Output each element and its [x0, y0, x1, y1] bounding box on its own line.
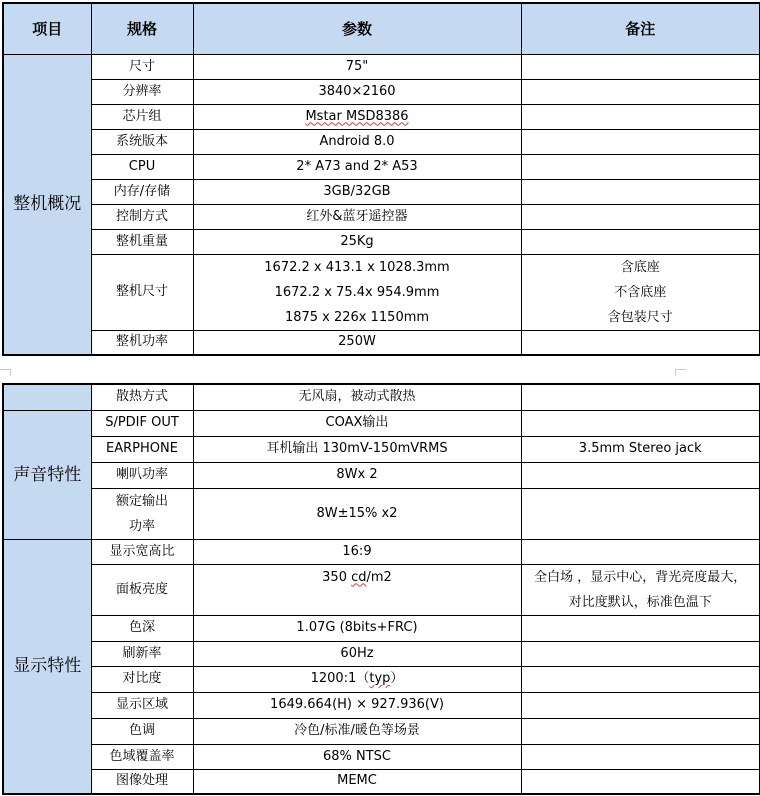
param-line: 1875 x 226x 1150mm — [284, 309, 430, 325]
table-row — [3, 254, 760, 330]
spec-cell: 显示宽高比 — [91, 539, 193, 564]
param-cell: 68% NTSC — [193, 744, 521, 769]
note-line: 全白场 ，显示中心，背光亮度最大， — [534, 569, 747, 585]
table-row — [3, 462, 760, 488]
note-cell — [521, 462, 760, 488]
section-overview: 整机概况 — [3, 54, 91, 355]
spec-cell: S/PDIF OUT — [91, 410, 193, 436]
spec-cell: 内存/存储 — [91, 179, 193, 204]
param-cell: 25Kg — [193, 229, 521, 254]
table-row — [3, 744, 760, 769]
note-cell — [521, 769, 760, 794]
spec-cell: 对比度 — [91, 666, 193, 692]
table-row — [3, 104, 760, 129]
page-corner-mark — [0, 369, 11, 376]
section-blank — [3, 384, 91, 410]
param-cell — [193, 666, 521, 692]
spec-cell: 整机功率 — [91, 330, 193, 355]
note-line: 不含底座 — [614, 284, 667, 300]
param-cell: 8Wx 2 — [193, 462, 521, 488]
header-note: 备注 — [521, 3, 760, 54]
table-row — [3, 229, 760, 254]
spec-line: 功率 — [128, 518, 155, 534]
param-prefix: 1200:1（ — [310, 671, 370, 686]
table-row — [3, 79, 760, 104]
note-line: 含底座 — [620, 259, 660, 275]
table-row — [3, 436, 760, 462]
param-cell — [193, 254, 521, 330]
param-text: Mstar MSD8386 — [305, 108, 409, 124]
note-cell: 3.5mm Stereo jack — [521, 436, 760, 462]
param-cell: COAX输出 — [193, 410, 521, 436]
table-row — [3, 615, 760, 641]
spec-cell: 分辨率 — [91, 79, 193, 104]
spec-cell: 色深 — [91, 615, 193, 641]
table-row — [3, 179, 760, 204]
param-word: typ — [369, 671, 391, 686]
table-row — [3, 488, 760, 539]
spec-table-part-2 — [2, 383, 760, 795]
note-cell — [521, 330, 760, 355]
spec-cell: 尺寸 — [91, 54, 193, 79]
note-cell — [521, 154, 760, 179]
param-cell: 1649.664(H) × 927.936(V) — [193, 692, 521, 718]
header-spec: 规格 — [91, 3, 193, 54]
note-cell — [521, 229, 760, 254]
param-cell: 耳机输出 130mV-150mVRMS — [193, 436, 521, 462]
note-cell — [521, 204, 760, 229]
note-cell — [521, 179, 760, 204]
table-row — [3, 384, 760, 410]
spec-cell: 色域覆盖率 — [91, 744, 193, 769]
param-cell — [193, 564, 521, 615]
param-cell: 1.07G (8bits+FRC) — [193, 615, 521, 641]
param-cell: 无风扇，被动式散热 — [193, 384, 521, 410]
table-row — [3, 129, 760, 154]
param-cell: 75" — [193, 54, 521, 79]
note-cell — [521, 641, 760, 666]
table-row — [3, 718, 760, 744]
spec-cell: 喇叭功率 — [91, 462, 193, 488]
param-cell: 8W±15% x2 — [193, 488, 521, 539]
param-cell: 3840×2160 — [193, 79, 521, 104]
section-display: 显示特性 — [3, 539, 91, 794]
table-row — [3, 539, 760, 564]
param-line: 1672.2 x 75.4x 954.9mm — [274, 284, 440, 300]
param-cell: 250W — [193, 330, 521, 355]
page-corner-mark — [675, 369, 686, 376]
param-suffix: ） — [390, 671, 404, 686]
note-cell — [521, 384, 760, 410]
header-row — [3, 3, 760, 54]
param-cell: 冷色/标准/暖色等场景 — [193, 718, 521, 744]
spec-cell: 系统版本 — [91, 129, 193, 154]
table-row — [3, 330, 760, 355]
spec-line: 额定输出 — [115, 493, 168, 509]
spec-cell: CPU — [91, 154, 193, 179]
param-cell: 3GB/32GB — [193, 179, 521, 204]
spec-table-part-1 — [2, 2, 760, 356]
spec-cell: 整机尺寸 — [91, 254, 193, 330]
table-row — [3, 564, 760, 615]
note-cell — [521, 104, 760, 129]
note-cell — [521, 79, 760, 104]
param-cell: 16:9 — [193, 539, 521, 564]
spec-cell: 刷新率 — [91, 641, 193, 666]
param-value: 350 — [322, 569, 352, 585]
note-cell — [521, 539, 760, 564]
note-cell — [521, 718, 760, 744]
param-suffix: /m2 — [366, 569, 392, 585]
spec-cell: 散热方式 — [91, 384, 193, 410]
page-break — [0, 365, 760, 379]
param-line: 1672.2 x 413.1 x 1028.3mm — [264, 259, 450, 275]
spec-cell: 整机重量 — [91, 229, 193, 254]
param-unit: cd — [351, 569, 367, 585]
spec-cell: 色调 — [91, 718, 193, 744]
table-row — [3, 692, 760, 718]
spec-cell: 图像处理 — [91, 769, 193, 794]
table-row — [3, 154, 760, 179]
note-cell — [521, 744, 760, 769]
spec-cell: 芯片组 — [91, 104, 193, 129]
table-row — [3, 410, 760, 436]
param-cell: MEMC — [193, 769, 521, 794]
table-row — [3, 641, 760, 666]
header-param: 参数 — [193, 3, 521, 54]
spec-cell: 控制方式 — [91, 204, 193, 229]
param-cell: 红外&蓝牙遥控器 — [193, 204, 521, 229]
note-cell — [521, 410, 760, 436]
note-cell — [521, 54, 760, 79]
note-cell — [521, 564, 760, 615]
table-row — [3, 54, 760, 79]
note-cell — [521, 254, 760, 330]
param-cell: 2* A73 and 2* A53 — [193, 154, 521, 179]
spec-cell: 面板亮度 — [91, 564, 193, 615]
spec-cell: 显示区域 — [91, 692, 193, 718]
note-line: 含包装尺寸 — [607, 309, 673, 325]
note-cell — [521, 666, 760, 692]
param-cell — [193, 104, 521, 129]
note-cell — [521, 129, 760, 154]
param-cell: 60Hz — [193, 641, 521, 666]
param-cell: Android 8.0 — [193, 129, 521, 154]
table-row — [3, 204, 760, 229]
table-row — [3, 666, 760, 692]
note-cell — [521, 692, 760, 718]
spec-cell: EARPHONE — [91, 436, 193, 462]
note-cell — [521, 615, 760, 641]
header-item: 项目 — [3, 3, 91, 54]
spec-cell — [91, 488, 193, 539]
table-row — [3, 769, 760, 794]
section-audio: 声音特性 — [3, 410, 91, 539]
note-line: 对比度默认，标准色温下 — [568, 594, 712, 610]
note-cell — [521, 488, 760, 539]
